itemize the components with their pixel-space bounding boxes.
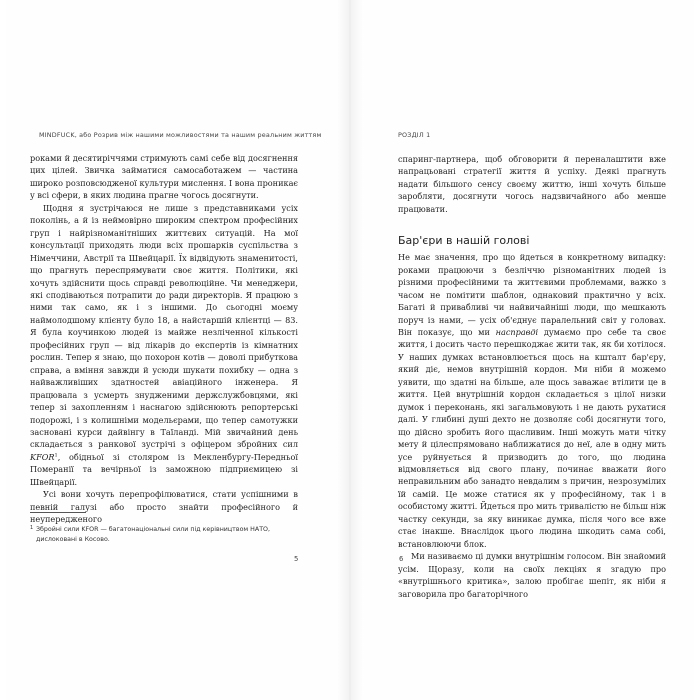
paragraph: роками й десятиріччями стримують самі себе від досягнення цих цілей. Звичка займатися самосаботажем — частина широко розповсюдженої культури мислення. І вона проникає у всі сфери, в яких людина прагне чогось досягнути.: [30, 153, 298, 201]
footnote-divider: [30, 512, 86, 513]
emphasis: насправді: [495, 326, 539, 337]
footnote-reference[interactable]: 1: [54, 452, 58, 459]
left-body-text: [30, 152, 298, 526]
paragraph-text: Щодня я зустрічаюся не лише з представниками усіх поколінь, а й із неймовірно широким спектром професійних груп і найрізноманітніших життєвих ситуацій. На мої консультації приходять люди всіх прошарків суспільства з Німеччини, Австрії та Швейцарії. Їх відвідують знаменитості, що прагнуть переспрямувати своє життя. Політики, які хочуть здійснити щось справді революційне. Чи менеджери, які сподіваються потрапити до ради директорів. Я працюю з ними так само, як і з іншими. До сьогодні моєму наймолодшому клієнту було 18, а найстаршій клієнтці — 83. Я була коучинкою людей із майже незліченної кількості професійних груп — від лікарів до експертів із кімнатних рослин. Тепер я знаю, що похорон котів — доволі прибуткова справа, а вміння завжди й усюди шукати похибку — одна з найважливіших здатностей авіаційного інженера. Я працювала з усмерть знудженими держслужбовцями, які тепер зі захопленням і наснагою здійснюють репортерські подорожі, і з колишніми модельєрами, що тепер самотужки засновані курси дайвінгу в Таїланді. Мій звичайний день складається з ранкової зустрічі з офіцером збройних сил: [30, 202, 298, 450]
page-number-left: 5: [294, 555, 299, 563]
paragraph-text: Не має значення, про що йдеться в конкретному випадку: роками працюючи з безліччю різноманітних людей із різними професійними та життєвими проблемами, важко з часом не помітити шаблон, однаковий практично у всіх. Багаті й привабливі чи найвичайніші люди, що мешкають поруч із нами, — усіх об'єднує паралельний світ у головах. Він показує, що ми: [398, 252, 666, 337]
paragraph-text-tail: думаємо про себе та своє життя, і досить часто перешкоджає жити так, як би хотілося. У наших думках встановлюється щось на кшталт бар'єру, який діє, немов внутрішній кордон. Ми ніби й можемо уявити, що здатні на більше, але щось заважає втілити це в життя. Цей внутрішній кордон складається з цілої низки думок і переконань, які загальмовують і не дають рухатися далі. У глибині душі дехто не дозволяє собі досягнути того, що дійсно зробить його щасливим. Інші можуть мати чітку мету й цілеспрямовано наближатися до неї, але в одну мить усе руйнується й призводить до того, що людина відмовляється від свого плану, починає вважати його неправильним або занадто невдалим з причин, незрозумілих їй самій. Це може статися як у професійному, так і в особистому житті. Йдеться про мить тривалістю не більш ніж частку секунди, за яку виникає думка, після чого все вже стає інакше. Внаслідок цього людина шкодить сама собі, встановлюючи блок.: [398, 326, 666, 549]
paragraph: спаринг-партнера, щоб обговорити й переналаштити вже напрацьовані стратегії життя й успіху. Деякі прагнуть надати більшого сенсу своєму життю, інші хочуть більше заробляти, досягнути чогось надзвичайного або менше працювати.: [398, 154, 666, 214]
footnote-text: Збройні сили KFOR — багатонаціональні сили під керівництвом НАТО, дислоковані в Косово.: [36, 526, 271, 543]
paragraph: Усі вони хочуть перепрофілюватися, стати успішними в певній галузі або просто знайти професійного й неупередженого: [30, 489, 298, 525]
left-page: [6, 0, 336, 700]
section-heading: Бар'єри в нашій голові: [398, 234, 530, 248]
paragraph-text-tail: , обідньої зі столяром із Мекленбургу-Передньої Померанії та вечірньої із заможною підприємицею зі Швейцарії.: [30, 451, 298, 487]
paragraph: Ми називаємо ці думки внутрішнім голосом. Він знайомий усім. Щоразу, коли на своїх лекціях я згадую про «внутрішнього критика», залою пробігає шепіт, як ніби я заговорила про багаторічного: [398, 551, 666, 599]
paragraph: [398, 251, 666, 550]
book-gutter: [336, 0, 364, 700]
right-body-text: [398, 153, 666, 600]
footnote: [30, 525, 298, 544]
footnote-mark: 1: [30, 525, 34, 531]
kfor-term: KFOR: [30, 451, 55, 462]
paragraph: [30, 202, 298, 488]
right-page: [364, 0, 694, 700]
running-head-right: РОЗДІЛ 1: [398, 131, 431, 139]
running-head-left: MINDFUCK, або Розрив між нашими можливостями та нашим реальним життям: [39, 131, 322, 139]
page-number-right: 6: [399, 555, 404, 563]
